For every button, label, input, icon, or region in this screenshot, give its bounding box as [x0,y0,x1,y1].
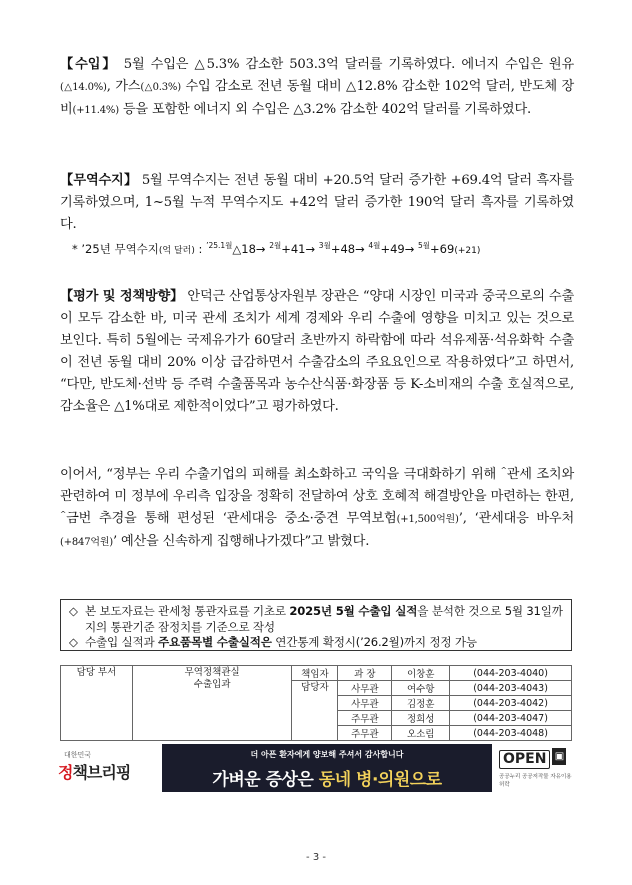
contact-phone: (044-203-4047) [450,711,572,726]
notice-line2-c: 연간통계 확정시(’26.2월)까지 정정 가능 [271,635,477,649]
note-arrow-4: → [404,242,415,256]
notice-line2-a: 수출입 실적과 [85,635,158,649]
imports-label: 【수입】 [60,57,118,72]
contact-name: 정희성 [392,711,450,726]
imports-sub-3: (+11.4%) [72,105,119,116]
contact-name: 여수항 [392,681,450,696]
banner-line-1: 더 아픈 환자에게 양보해 주셔서 감사합니다 [250,750,404,759]
imports-paragraph [60,54,574,122]
imports-text-4: 등을 포함한 에너지 외 수입은 △3.2% 감소한 402억 달러를 기록하였다. [118,102,531,117]
logo-dark-part: 책브리핑 [72,763,131,782]
note-colon: : [194,242,207,256]
trade-balance-label: 【무역수지】 [60,173,138,188]
continuation-text-3: 금번 추경을 통해 편성된 ‘관세대응 중소·중견 무역보험 [66,511,397,526]
trade-balance-text: 5월 무역수지는 전년 동월 대비 +20.5억 달러 증가한 +69.4억 달러 흑자를 기록하였으며, 1~5월 누적 무역수지도 +42억 달러 증가한 190억 달러 흑자를 기록하였다. [60,173,574,232]
logo-top-text: 대한민국 [64,751,92,759]
note-prefix: * ’25년 무역수지 [72,242,159,256]
campaign-banner[interactable] [162,744,492,792]
note-value-3: +48 [330,242,356,256]
notice-line2-b: 주요품목별 수출실적은 [157,635,272,649]
note-month-5: 5월 [418,241,431,251]
notice-box [60,599,572,651]
continuation-text-1: 이어서, “정부는 우리 수출기업의 피해를 최소화하고 국익을 극대화하기 위해 [60,467,501,482]
note-arrow-1: → [255,242,266,256]
trade-balance-note [72,240,592,260]
contact-phone: (044-203-4040) [450,666,572,681]
continuation-text-5: ’ 예산을 신속하게 집행해나가겠다”고 밝혔다. [113,534,370,549]
banner-text-a: 가벼운 증상은 [212,770,319,790]
notice-line1-c: 을 분석한 것으로 5월 31일까지의 통관기준 잠정치를 기준으로 작성 [85,604,563,634]
trade-balance-paragraph [60,170,574,236]
continuation-sub-1: (+1,500억원) [396,514,459,525]
imports-text-1: 5월 수입은 △5.3% 감소한 503.3억 달러를 기록하였다. 에너지 수입은 원유 [117,57,574,72]
role-staff: 담당자 [292,681,338,741]
note-month-2: 2월 [269,241,282,251]
open-badge: OPEN [499,750,550,769]
open-caption: 공공누리 공공저작물 자유이용허락 [499,774,572,788]
contact-title: 사무관 [338,696,392,711]
policy-briefing-logo[interactable] [58,750,138,794]
imports-text-3: 수입 감소로 전년 동월 대비 △12.8% 감소한 102억 달러, 반도체 장비 [60,79,574,117]
note-month-3: 3월 [318,241,331,251]
contact-title: 주무관 [338,726,392,741]
dept-label: 담당 부서 [61,666,133,741]
note-month-1: ’25.1월 [206,241,233,251]
continuation-text-2: 관세 조치와 관련하여 미 정부에 우리측 입장을 정확히 전달하여 상호 호혜적 해결방안을 마련하는 한편, [60,467,575,504]
banner-text-b: 동네 병·의원으로 [318,770,442,790]
note-value-2: +41 [281,242,306,256]
continuation-mark-1: ^ [500,465,507,475]
page-number: - 3 - [306,852,326,863]
contact-name: 이창훈 [392,666,450,681]
evaluation-paragraph [60,286,574,418]
contact-title: 주무관 [338,711,392,726]
note-value-4: +49 [380,242,405,256]
logo-red-part: 정 [58,763,73,782]
notice-diamond-icon: ◇ [69,635,78,649]
dept-line-1: 무역정책관실 [184,667,240,678]
notice-line1-b: 2025년 5월 수출입 실적 [289,604,418,618]
continuation-text-4: ’, ‘관세대응 바우처 [458,511,575,526]
logo-main-text [58,760,138,783]
contact-table [60,665,572,741]
banner-line-2 [162,765,492,790]
contact-name: 김정훈 [392,696,450,711]
license-box-icon: ▣ [552,748,566,765]
note-month-4: 4월 [368,241,381,251]
note-arrow-3: → [355,242,365,256]
note-tail: (+21) [454,246,481,256]
imports-text-2: , 가스 [106,79,141,94]
dept-name [132,666,292,741]
open-badge-row [499,748,575,769]
evaluation-label: 【평가 및 정책방향】 [60,289,184,304]
note-arrow-2: → [305,242,316,256]
dept-line-2: 수출입과 [193,679,231,690]
note-value-5: +69 [430,242,455,256]
note-value-1: △18 [232,242,256,256]
contact-phone: (044-203-4042) [450,696,572,711]
imports-sub-2: (△0.3%) [140,82,181,93]
notice-diamond-icon: ◇ [69,604,78,618]
notice-line-1 [69,604,563,635]
continuation-paragraph [60,464,574,554]
continuation-mark-2: ^ [60,509,67,519]
contact-name: 오소림 [392,726,450,741]
contact-phone: (044-203-4043) [450,681,572,696]
continuation-sub-2: (+847억원) [60,537,113,548]
contact-title: 과 장 [338,666,392,681]
note-unit: (억 달러) [158,246,195,256]
role-head: 책임자 [292,666,338,681]
notice-line1-a: 본 보도자료는 관세청 통관자료를 기초로 [85,604,290,618]
evaluation-text: 안덕근 산업통상자원부 장관은 “양대 시장인 미국과 중국으로의 수출이 모두 감소한 바, 미국 관세 조치가 세계 경제와 우리 수출에 영향을 미치고 있는 것으로 보인다. 특히 5월에는 국제유가가 60달러 초반까지 하락함에 따라 석유제품·석유화학 수출이 전년 동월 대비 20% 이상 급감하면서 수출감소의 주요요인으로 작용하였다”고 하면서, “다만, 반도체·선박 등 주력 수출품목과 농수산식품·화장품 등 K-소비재의 수출 호실적으로, 감소율은 △1%대로 제한적이었다”고 평가하였다. [60,289,574,414]
contact-title: 사무관 [338,681,392,696]
imports-sub-1: (△14.0%) [60,82,107,93]
notice-line-2 [69,635,563,651]
open-license-logo[interactable] [499,748,575,792]
table-row [61,666,572,681]
contact-phone: (044-203-4048) [450,726,572,741]
